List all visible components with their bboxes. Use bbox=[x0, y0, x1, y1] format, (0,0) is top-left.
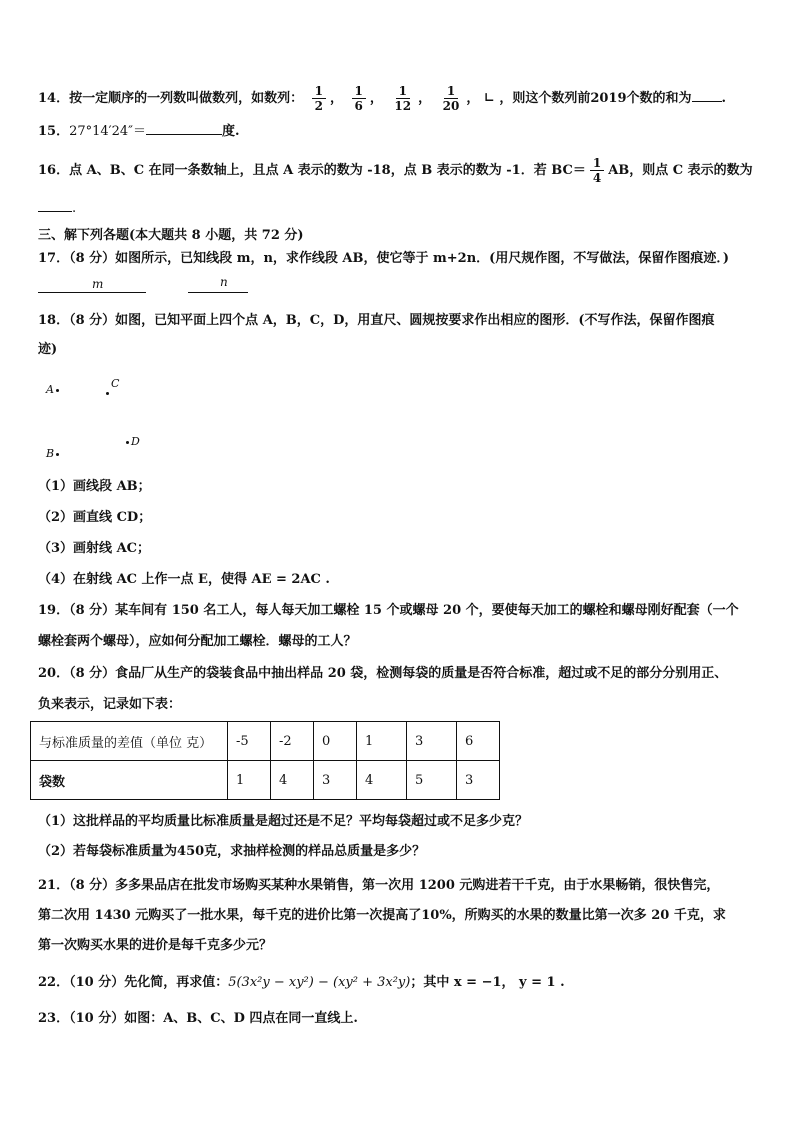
table-cell: 6 bbox=[457, 722, 500, 761]
point-b: B bbox=[46, 447, 61, 460]
segment-n bbox=[188, 292, 248, 293]
table-cell: 1 bbox=[357, 722, 407, 761]
fraction-quarter: $\frac{1}{4}$ bbox=[590, 156, 604, 185]
question-18-cont: 迹) bbox=[38, 342, 58, 357]
table-cell: 3 bbox=[457, 761, 500, 800]
fraction-4: $\frac{1}{20}$ bbox=[442, 84, 460, 113]
question-21: 21．（8 分）多多果品店在批发市场购买某种水果销售，第一次用 1200 元购进若干千克，由于水果畅销，很快售完， bbox=[38, 878, 720, 893]
segment-m bbox=[38, 292, 146, 293]
fraction-3: $\frac{1}{12}$ bbox=[394, 84, 412, 113]
table-cell: 0 bbox=[314, 722, 357, 761]
question-20: 20．（8 分）食品厂从生产的袋装食品中抽出样品 20 袋，检测每袋的质量是否符合标准，超过或不足的部分分别用正、 bbox=[38, 666, 728, 681]
question-19: 19．（8 分）某车间有 150 名工人，每人每天加工螺栓 15 个或螺母 20 个，要使每天加工的螺栓和螺母刚好配套（一个 bbox=[38, 603, 739, 618]
ellipsis: ∟ bbox=[483, 91, 495, 106]
question-22: 22．（10 分）先化简，再求值：5(3x²y − xy²) − (xy² + 3x²y)；其中 x = −1， y = 1 . bbox=[38, 975, 565, 990]
q18-item-4: （4）在射线 AC 上作一点 E，使得 AE = 2AC . bbox=[38, 572, 330, 587]
question-23: 23．（10 分）如图：A、B、C、D 四点在同一直线上. bbox=[38, 1011, 358, 1026]
row-header: 与标准质量的差值（单位 克） bbox=[31, 722, 228, 761]
table-cell: 1 bbox=[228, 761, 271, 800]
table-cell: 4 bbox=[271, 761, 314, 800]
section-heading: 三、解下列各题(本大题共 8 小题，共 72 分) bbox=[38, 228, 304, 243]
question-16: 16．点 A、B、C 在同一条数轴上，且点 A 表示的数为 -18，点 B 表示的数为 -1．若 BC＝ $\frac{1}{4}$ AB，则点 C 表示的数为 bbox=[38, 156, 753, 185]
question-21-cont-2: 第一次购买水果的进价是每千克多少元？ bbox=[38, 938, 273, 953]
q20-sub-2: （2）若每袋标准质量为450克，求抽样检测的样品总质量是多少？ bbox=[38, 844, 426, 859]
question-15: 15．27°14′24″＝ 度. bbox=[38, 124, 240, 139]
algebraic-expression: 5(3x²y − xy²) − (xy² + 3x²y) bbox=[228, 975, 411, 990]
table-row bbox=[31, 761, 500, 800]
question-20-cont: 负来表示，记录如下表： bbox=[38, 697, 182, 712]
table-cell: 5 bbox=[407, 761, 457, 800]
answer-blank bbox=[146, 134, 222, 135]
angle-expression: 27°14′24″＝ bbox=[69, 124, 147, 139]
segment-m-label: m bbox=[92, 277, 104, 291]
q14-text: 14．按一定顺序的一列数叫做数列，如数列： bbox=[38, 91, 304, 106]
table-cell: -2 bbox=[271, 722, 314, 761]
point-d: D bbox=[124, 435, 140, 448]
q16-answer-line: . bbox=[38, 199, 764, 219]
table-cell: 4 bbox=[357, 761, 407, 800]
q20-sub-1: （1）这批样品的平均质量比标准质量是超过还是不足？平均每袋超过或不足多少克？ bbox=[38, 814, 529, 829]
segment-n-label: n bbox=[220, 275, 228, 289]
q14-text-end: ，则这个数列前2019个数的和为 bbox=[499, 91, 692, 106]
question-19-cont: 螺栓套两个螺母），应如何分配加工螺栓．螺母的工人？ bbox=[38, 634, 357, 649]
fraction-2: $\frac{1}{6}$ bbox=[352, 84, 366, 113]
question-18: 18．（8 分）如图，已知平面上四个点 A，B，C，D，用直尺、圆规按要求作出相应的图形．(不写作法，保留作图痕 bbox=[38, 313, 715, 328]
q18-item-3: （3）画射线 AC； bbox=[38, 541, 151, 556]
point-c: C bbox=[104, 379, 119, 392]
table-row bbox=[31, 722, 500, 761]
question-21-cont: 第二次用 1430 元购买了一批水果，每千克的进价比第一次提高了10%，所购买的水果的数量比第一次多 20 千克，求 bbox=[38, 908, 726, 923]
q18-item-2: （2）画直线 CD； bbox=[38, 510, 152, 525]
fraction-1: $\frac{1}{2}$ bbox=[312, 84, 326, 113]
q18-item-1: （1）画线段 AB； bbox=[38, 479, 151, 494]
answer-blank bbox=[38, 211, 72, 212]
table-cell: 3 bbox=[407, 722, 457, 761]
table-cell: -5 bbox=[228, 722, 271, 761]
question-14: 14．按一定顺序的一列数叫做数列，如数列： $\frac{1}{2}$ ， $\frac{1}{6}$ ， $\frac{1}{12}$ ， $\frac{1}{20}$ ， ∟ ，则这个数列前2019个数的和为 . bbox=[38, 84, 727, 113]
row-header: 袋数 bbox=[31, 761, 228, 800]
table-cell: 3 bbox=[314, 761, 357, 800]
answer-blank bbox=[692, 101, 722, 102]
record-table bbox=[30, 721, 500, 800]
point-a: A bbox=[46, 383, 61, 396]
question-17: 17．（8 分）如图所示，已知线段 m，n，求作线段 AB，使它等于 m+2n．(用尺规作图，不写做法，保留作图痕迹．) bbox=[38, 251, 729, 266]
